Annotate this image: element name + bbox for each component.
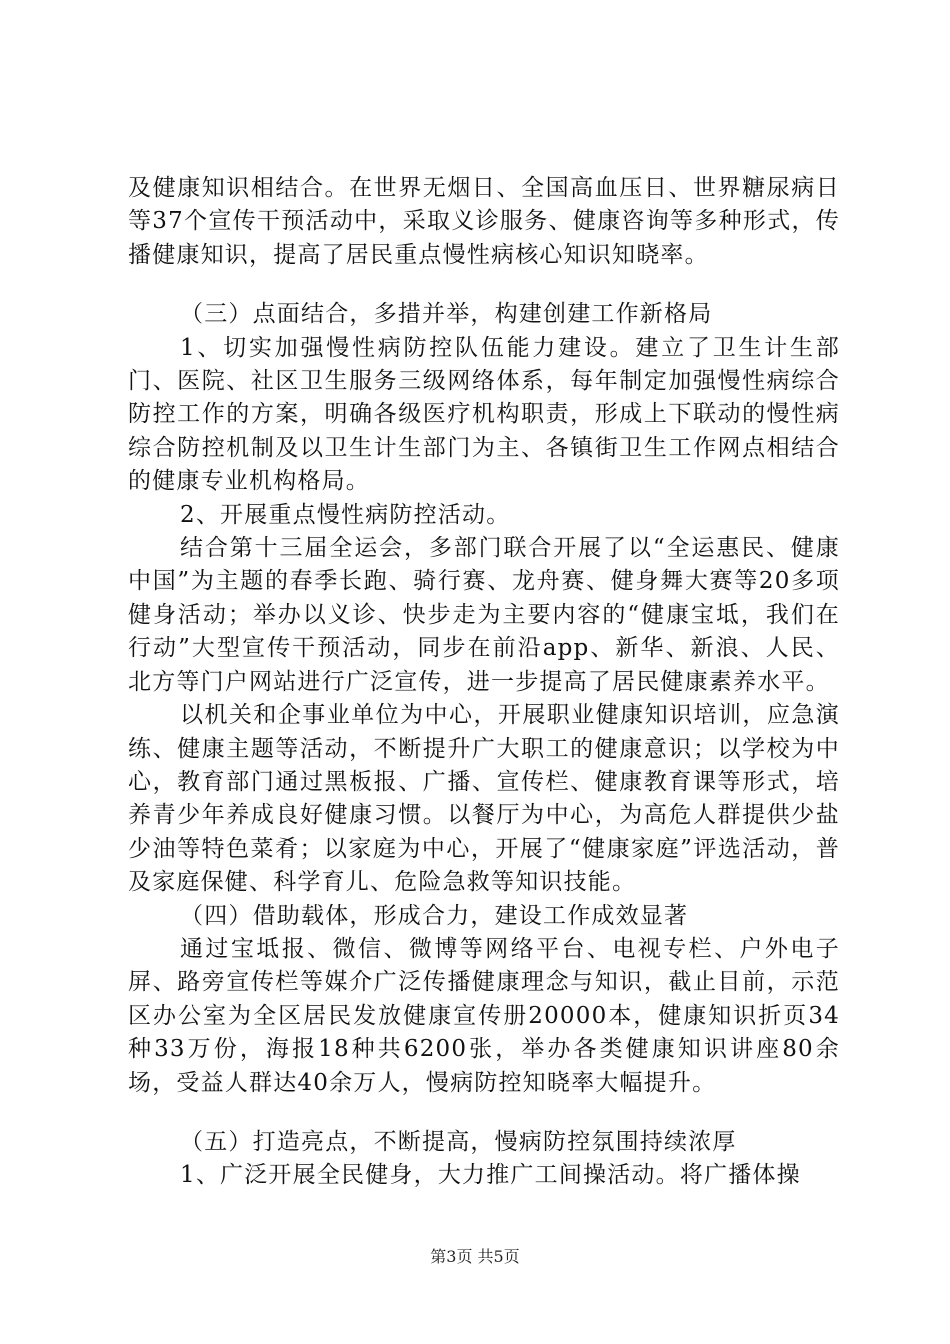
document-body — [128, 172, 840, 1193]
heading-section-3: （三）点面结合，多措并举，构建创建工作新格局 — [180, 301, 713, 328]
paragraph-team-building: 1、切实加强慢性病防控队伍能力建设。建立了卫生计生部门、医院、社区卫生服务三级网络体系，每年制定加强慢性病综合防控工作的方案，明确各级医疗机构职责，形成上下联动的慢性病综合防控机制及以卫生计生部门为主、各镇街卫生工作网点相结合的健康专业机构格局。 — [128, 334, 840, 495]
page-number-footer: 第3页 共5页 — [430, 1247, 520, 1266]
paragraph-media-outreach: 通过宝坻报、微信、微博等网络平台、电视专栏、户外电子屏、路旁宣传栏等媒介广泛传播健康理念与知识，截止目前，示范区办公室为全区居民发放健康宣传册20000本，健康知识折页34种33万份，海报18种共6200张，举办各类健康知识讲座80余场，受益人群达40余万人，慢病防控知晓率大幅提升。 — [128, 935, 840, 1096]
paragraph-institutions: 以机关和企事业单位为中心，开展职业健康知识培训，应急演练、健康主题等活动，不断提升广大职工的健康意识；以学校为中心，教育部门通过黑板报、广播、宣传栏、健康教育课等形式，培养青少年养成良好健康习惯。以餐厅为中心，为高危人群提供少盐少油等特色菜肴；以家庭为中心，开展了“健康家庭”评选活动，普及家庭保健、科学育儿、危险急救等知识技能。 — [128, 702, 840, 896]
heading-section-5: （五）打造亮点，不断提高，慢病防控氛围持续浓厚 — [180, 1128, 737, 1155]
paragraph-fitness: 1、广泛开展全民健身，大力推广工间操活动。将广播体操 — [180, 1162, 801, 1189]
paragraph-key-activities-title: 2、开展重点慢性病防控活动。 — [180, 501, 511, 528]
paragraph-health-campaigns: 及健康知识相结合。在世界无烟日、全国高血压日、世界糖尿病日等37个宣传干预活动中，采取义诊服务、健康咨询等多种形式，传播健康知识，提高了居民重点慢性病核心知识知晓率。 — [128, 175, 840, 268]
heading-section-4: （四）借助载体，形成合力，建设工作成效显著 — [180, 902, 689, 929]
paragraph-national-games: 结合第十三届全运会，多部门联合开展了以“全运惠民、健康中国”为主题的春季长跑、骑行赛、龙舟赛、健身舞大赛等20多项健身活动；举办以义诊、快步走为主要内容的“健康宝坻，我们在行动”大型宣传干预活动，同步在前沿app、新华、新浪、人民、北方等门户网站进行广泛宣传，进一步提高了居民健康素养水平。 — [128, 535, 840, 695]
